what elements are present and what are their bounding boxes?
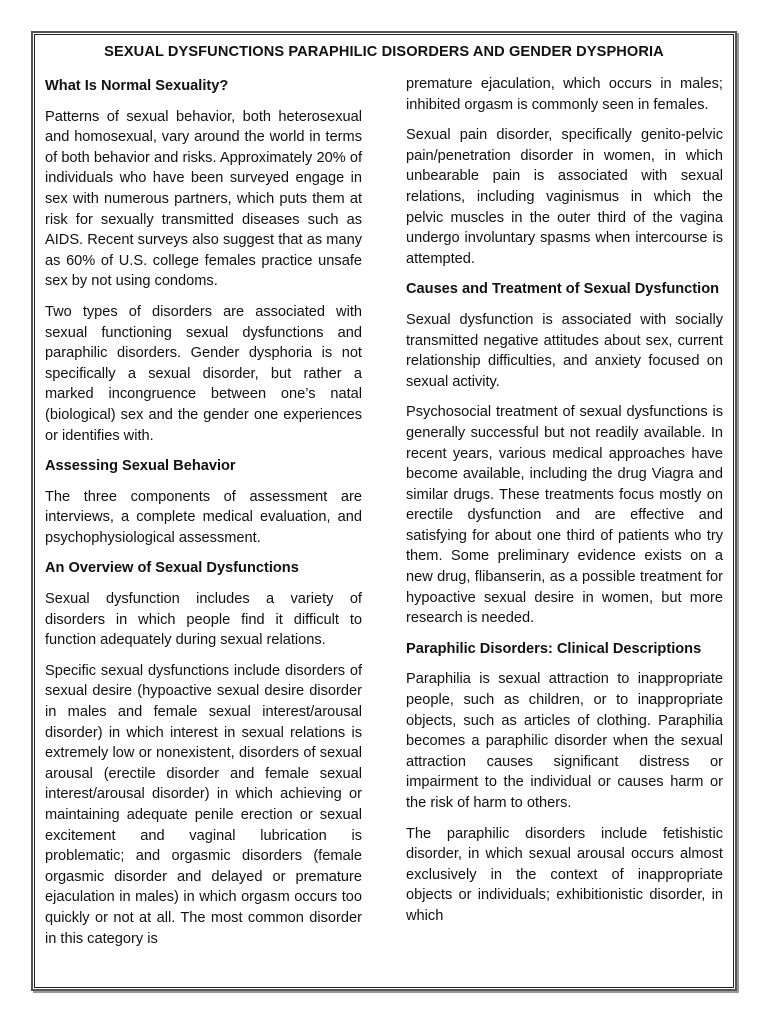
- paragraph-overview-2: Specific sexual dysfunctions include disorders of sexual desire (hypoactive sexual desire disorder in males and female sexual interest/arousal disorder) in which interest in sexual relations is extremely low or nonexistent, disorders of sexual arousal (erectile disorder and female sexual interest/arousal disorder) in which achieving or maintaining adequate penile erection or sexual excitement and vaginal lubrication is problematic; and orgasmic disorders (female orgasmic disorder and delayed or premature ejaculation in males) in which orgasm occurs too quickly or not at all. The most common disorder in this category is: [45, 662, 362, 947]
- paragraph-normal-2: Two types of disorders are associated with sexual functioning sexual dysfunctions and paraphilic disorders. Gender dysphoria is not specifically a sexual disorder, but rather a marked incongruence between one’s natal (biological) sex and the gender one experiences or identifies with.: [45, 303, 362, 444]
- paragraph-continued: premature ejaculation, which occurs in males; inhibited orgasm is commonly seen in females.: [406, 76, 723, 113]
- paragraph-causes-2: Psychosocial treatment of sexual dysfunctions is generally successful but not readily available. In recent years, various medical approaches have become available, including the drug Viagra and similar drugs. These treatments focus mostly on erectile dysfunction and are effective and satisfying for about one third of patients who try them. Some preliminary evidence exists on a new drug, flibanserin, as a possible treatment for hypoactive sexual desire in women, but more research is needed.: [406, 404, 723, 627]
- paragraph-causes-1: Sexual dysfunction is associated with socially transmitted negative attitudes about sex, current relationship difficulties, and anxiety focused on sexual activity.: [406, 311, 723, 390]
- paragraph-paraphilic-2: The paraphilic disorders include fetishistic disorder, in which sexual arousal occurs almost exclusively in the context of inappropriate objects or individuals; exhibitionistic disorder, in which: [406, 825, 723, 924]
- heading-paraphilic: Paraphilic Disorders: Clinical Descriptions: [406, 640, 702, 657]
- document-title: SEXUAL DYSFUNCTIONS PARAPHILIC DISORDERS AND GENDER DYSPHORIA: [104, 44, 664, 60]
- heading-overview: An Overview of Sexual Dysfunctions: [45, 560, 299, 577]
- right-column: [406, 74, 723, 937]
- left-column: [45, 76, 362, 959]
- paragraph-normal-1: Patterns of sexual behavior, both heterosexual and homosexual, vary around the world in terms of both behavior and risks. Approximately 20% of individuals who have been surveyed engage in sex with numerous partners, which puts them at risk for sexually transmitted diseases such as AIDS. Recent surveys also suggest that as many as 60% of U.S. college females practice unsafe sex by not using condoms.: [45, 108, 362, 290]
- paragraph-assessing: The three components of assessment are interviews, a complete medical evaluation, and psychophysiological assessment.: [45, 488, 362, 546]
- paragraph-paraphilic-1: Paraphilia is sexual attraction to inappropriate people, such as children, or to inappropriate objects, such as articles of clothing. Paraphilia becomes a paraphilic disorder when the sexual attraction causes significant distress or impairment to the individual or causes harm or the risk of harm to others.: [406, 671, 723, 811]
- heading-assessing: Assessing Sexual Behavior: [45, 458, 236, 475]
- heading-normal-sexuality: What Is Normal Sexuality?: [45, 78, 229, 94]
- paragraph-overview-1: Sexual dysfunction includes a variety of disorders in which people find it difficult to function adequately during sexual relations.: [45, 591, 362, 649]
- paragraph-pain-disorder: Sexual pain disorder, specifically genito-pelvic pain/penetration disorder in women, in which unbearable pain is associated with sexual relations, including vaginismus in which the pelvic muscles in the outer third of the vagina undergo involuntary spasms when intercourse is attempted.: [406, 127, 723, 267]
- heading-causes-treatment: Causes and Treatment of Sexual Dysfunction: [406, 281, 720, 298]
